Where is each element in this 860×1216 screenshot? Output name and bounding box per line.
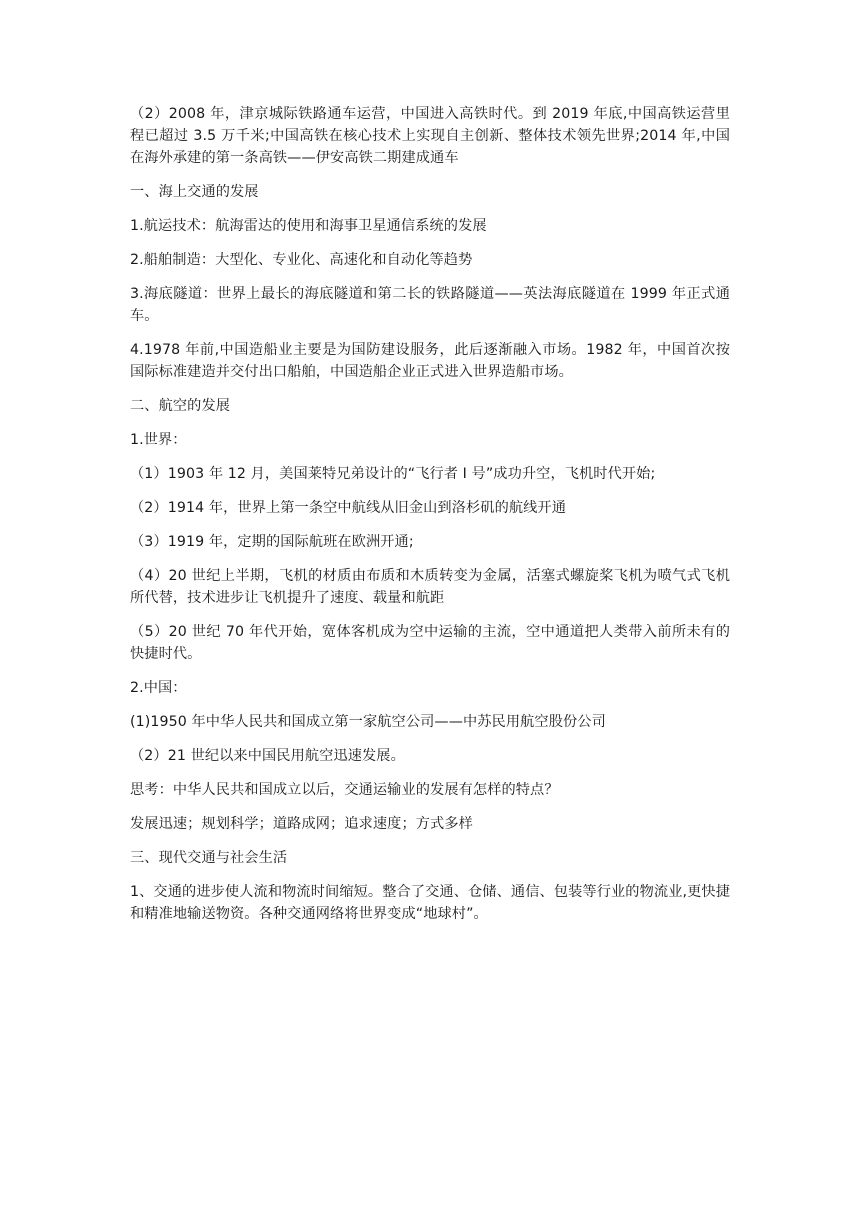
paragraph-world-3: （3）1919 年，定期的国际航班在欧洲开通;	[130, 534, 414, 550]
heading-maritime: 一、海上交通的发展	[130, 184, 259, 200]
paragraph-world-4: （4）20 世纪上半期，飞机的材质由布质和木质转变为金属，活塞式螺旋桨飞机为喷气式飞机所代替，技术进步让飞机提升了速度、载量和航距	[130, 568, 730, 606]
paragraph-answer: 发展迅速；规划科学；道路成网；追求速度；方式多样	[130, 816, 473, 832]
paragraph-world-5: （5）20 世纪 70 年代开始，宽体客机成为空中运输的主流，空中通道把人类带入前所未有的快捷时代。	[130, 624, 730, 662]
paragraph-question: 思考：中华人民共和国成立以后，交通运输业的发展有怎样的特点？	[130, 782, 559, 798]
paragraph-world-2: （2）1914 年，世界上第一条空中航线从旧金山到洛杉矶的航线开通	[130, 500, 567, 516]
paragraph-world-1: （1）1903 年 12 月，美国莱特兄弟设计的“飞行者 I 号”成功升空，飞机时代开始;	[130, 466, 656, 482]
paragraph-china-2: （2）21 世纪以来中国民用航空迅速发展。	[130, 748, 405, 764]
paragraph-undersea-tunnel: 3.海底隧道：世界上最长的海底隧道和第二长的铁路隧道——英法海底隧道在 1999 年正式通车。	[130, 286, 730, 324]
paragraph-china-shipbuilding: 4.1978 年前,中国造船业主要是为国防建设服务，此后逐渐融入市场。1982 年，中国首次按国际标准建造并交付出口船舶，中国造船企业正式进入世界造船市场。	[130, 342, 730, 380]
paragraph-modern-1: 1、交通的进步使人流和物流时间缩短。整合了交通、仓储、通信、包装等行业的物流业,更快捷和精准地输送物资。各种交通网络将世界变成“地球村”。	[130, 884, 730, 922]
paragraph-navigation-tech: 1.航运技术：航海雷达的使用和海事卫星通信系统的发展	[130, 218, 487, 234]
subheading-world: 1.世界：	[130, 432, 187, 448]
paragraph-shipbuilding: 2.船舶制造：大型化、专业化、高速化和自动化等趋势	[130, 252, 473, 268]
document-page	[130, 103, 730, 937]
paragraph-china-1: (1)1950 年中华人民共和国成立第一家航空公司——中苏民用航空股份公司	[130, 714, 606, 730]
paragraph-high-speed-rail: （2）2008 年，津京城际铁路通车运营，中国进入高铁时代。到 2019 年底,中国高铁运营里程已超过 3.5 万千米;中国高铁在核心技术上实现自主创新、整体技术领先世界;2014 年,中国在海外承建的第一条高铁——伊安高铁二期建成通车	[130, 106, 730, 166]
heading-modern-transport: 三、现代交通与社会生活	[130, 850, 288, 866]
heading-aviation: 二、航空的发展	[130, 398, 231, 414]
subheading-china: 2.中国：	[130, 680, 187, 696]
